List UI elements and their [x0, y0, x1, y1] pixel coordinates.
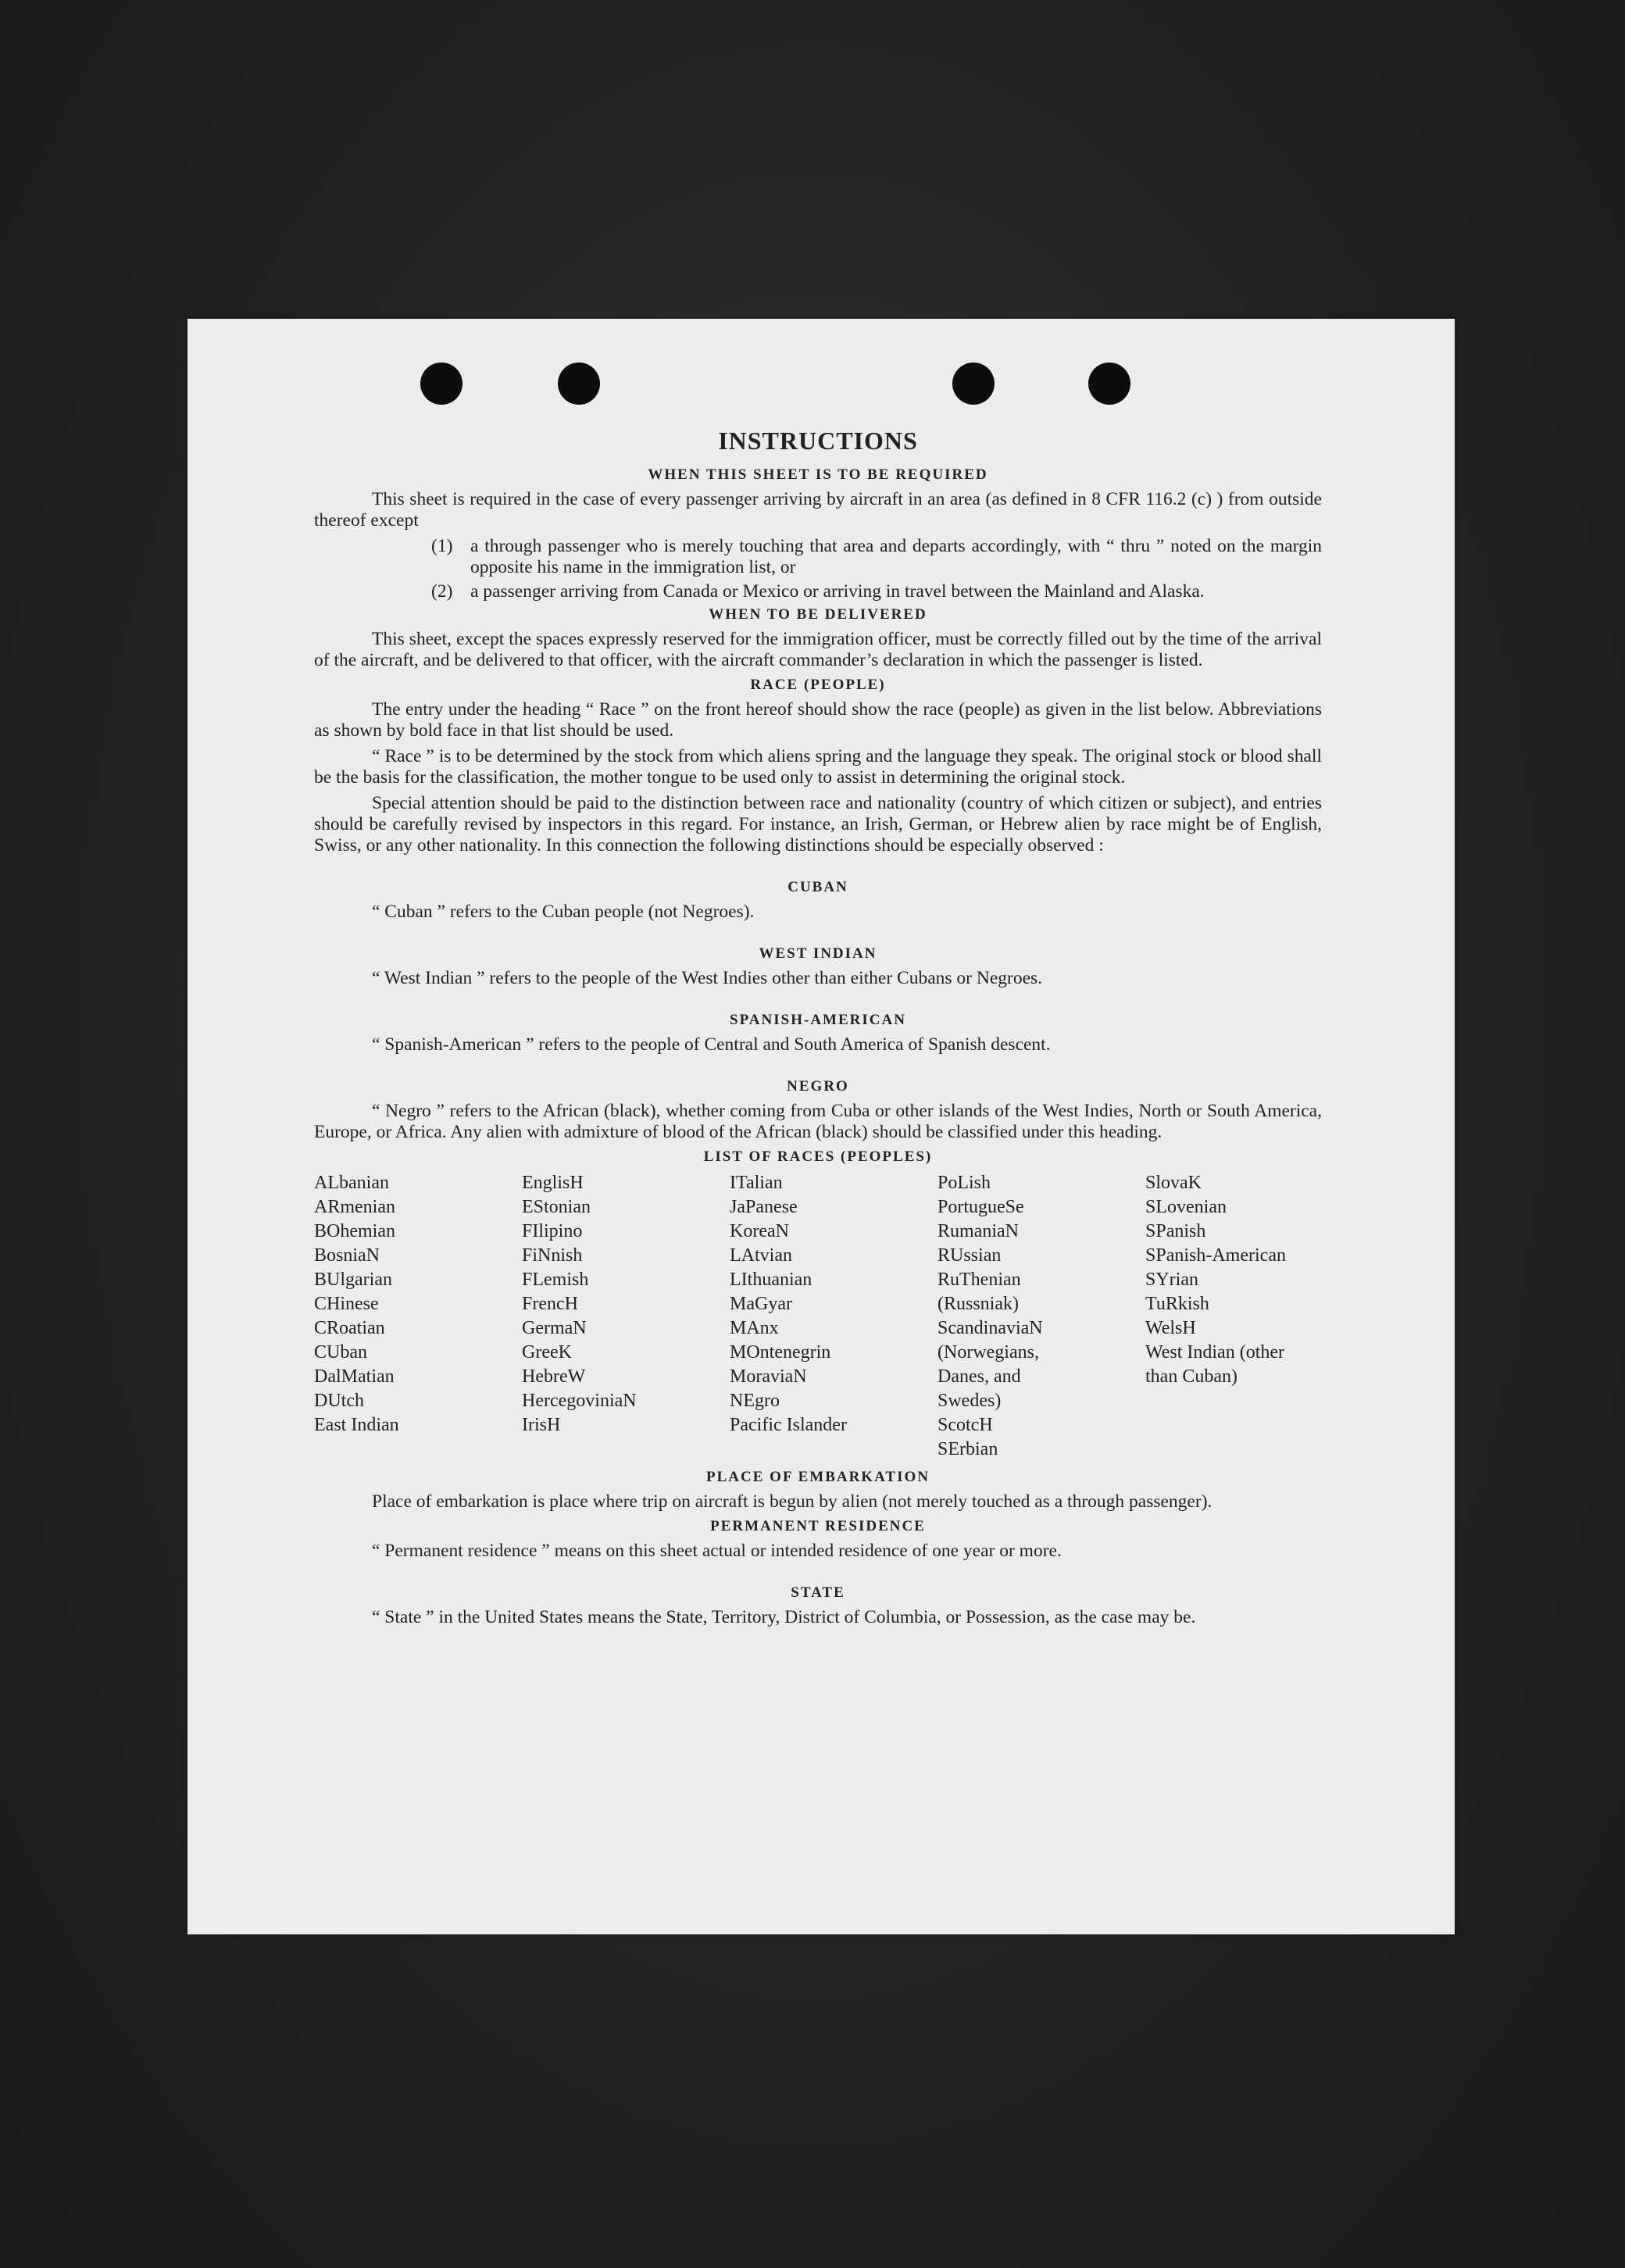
exception-item: [431, 581, 1322, 602]
race-entry: RUssian: [938, 1245, 1002, 1266]
when-required-intro: This sheet is required in the case of every passenger arriving by aircraft in an area (as defined in 8 CFR 116.2 (c) ) from outside thereof except: [314, 489, 1322, 530]
race-entry: PortugueSe: [938, 1197, 1024, 1217]
race-entry: DUtch: [314, 1391, 364, 1411]
race-entry: DalMatian: [314, 1366, 395, 1387]
race-column: [730, 1171, 938, 1462]
race-entry: HebreW: [522, 1366, 586, 1387]
race-entry: MoraviaN: [730, 1366, 807, 1387]
race-entry: SLovenian: [1145, 1197, 1227, 1217]
heading-place-of-embarkation: PLACE OF EMBARKATION: [706, 1469, 930, 1485]
exception-item: [431, 536, 1322, 578]
heading-when-delivered: WHEN TO BE DELIVERED: [709, 606, 927, 623]
race-entry: FrencH: [522, 1294, 578, 1314]
race-entry: JaPanese: [730, 1197, 798, 1217]
race-entry: East Indian: [314, 1415, 399, 1435]
race-entry: IrisH: [522, 1415, 561, 1435]
race-entry: EStonian: [522, 1197, 591, 1217]
item-number: (2): [431, 581, 453, 602]
race-entry: TuRkish: [1145, 1294, 1209, 1314]
cuban-text: “ Cuban ” refers to the Cuban people (not Negroes).: [372, 902, 755, 922]
race-entry: BOhemian: [314, 1221, 395, 1241]
race-entry: ScotcH: [938, 1415, 993, 1435]
race-entry: KoreaN: [730, 1221, 789, 1241]
race-entry: FiNnish: [522, 1245, 583, 1266]
race-entry: CUban: [314, 1342, 367, 1363]
race-entry: SPanish-American: [1145, 1245, 1286, 1266]
heading-cuban: CUBAN: [788, 879, 848, 895]
race-entry: LIthuanian: [730, 1270, 812, 1290]
punch-hole: [420, 363, 462, 405]
race-entry: SlovaK: [1145, 1173, 1202, 1193]
item-number: (1): [431, 536, 453, 556]
race-entry: MAnx: [730, 1318, 779, 1338]
race-column: [314, 1171, 522, 1462]
race-list: [314, 1171, 1322, 1462]
race-paragraph: The entry under the heading “ Race ” on the front hereof should show the race (people) as given in the list below. Abbreviations as shown by bold face in that list should be used.: [314, 699, 1322, 741]
heading-list-of-races: LIST OF RACES (PEOPLES): [703, 1148, 933, 1165]
heading-spanish-american: SPANISH-AMERICAN: [730, 1012, 906, 1028]
race-entry: HercegoviniaN: [522, 1391, 637, 1411]
race-entry: CHinese: [314, 1294, 379, 1314]
race-paragraph: Special attention should be paid to the distinction between race and nationality (country of which citizen or subject), and entries should be carefully revised by inspectors in this regard. For instance, an Irish, German, or Hebrew alien by race might be of English, Swiss, or any other nationality. In this connection the following distinctions should be especially observed :: [314, 793, 1322, 855]
heading-state: STATE: [791, 1584, 845, 1601]
race-entry: ARmenian: [314, 1197, 395, 1217]
race-entry: PoLish: [938, 1173, 991, 1193]
race-entry: SErbian: [938, 1439, 998, 1459]
race-entry: ScandinaviaN (Norwegians, Danes, and Swedes): [938, 1318, 1043, 1411]
race-entry: MOntenegrin: [730, 1342, 831, 1363]
race-entry: EnglisH: [522, 1173, 584, 1193]
west-indian-text: “ West Indian ” refers to the people of the West Indies other than either Cubans or Negroes.: [372, 968, 1043, 988]
race-entry: RuThenian (Russniak): [938, 1270, 1021, 1314]
when-delivered-text: This sheet, except the spaces expressly reserved for the immigration officer, must be correctly filled out by the time of the arrival of the aircraft, and be delivered to that officer, with the aircraft commander’s declaration in which the passenger is listed.: [314, 629, 1322, 670]
heading-west-indian: WEST INDIAN: [759, 945, 877, 962]
race-column: [522, 1171, 730, 1462]
heading-when-required: WHEN THIS SHEET IS TO BE REQUIRED: [648, 466, 988, 483]
heading-race: RACE (PEOPLE): [750, 677, 886, 693]
place-of-embarkation-text: Place of embarkation is place where trip on aircraft is begun by alien (not merely touched as a through passenger).: [372, 1491, 1212, 1512]
race-entry: BUlgarian: [314, 1270, 392, 1290]
race-entry: RumaniaN: [938, 1221, 1019, 1241]
punch-hole: [952, 363, 995, 405]
race-entry: West Indian (other than Cuban): [1145, 1342, 1285, 1387]
punch-hole: [1088, 363, 1130, 405]
spanish-american-text: “ Spanish-American ” refers to the people of Central and South America of Spanish descent.: [372, 1034, 1051, 1055]
sheet-content: [314, 427, 1322, 1633]
race-entry: CRoatian: [314, 1318, 385, 1338]
race-paragraph: “ Race ” is to be determined by the stock from which aliens spring and the language they speak. The original stock or blood shall be the basis for the classification, the mother tongue to be used only to assist in determining the original stock.: [314, 746, 1322, 788]
race-entry: SPanish: [1145, 1221, 1206, 1241]
race-entry: Pacific Islander: [730, 1415, 847, 1435]
race-column: [1145, 1171, 1353, 1462]
instruction-sheet: [188, 319, 1455, 1934]
page-title: INSTRUCTIONS: [718, 427, 918, 455]
race-entry: GreeK: [522, 1342, 572, 1363]
heading-negro: NEGRO: [787, 1078, 849, 1095]
race-entry: SYrian: [1145, 1270, 1198, 1290]
race-entry: WelsH: [1145, 1318, 1196, 1338]
permanent-residence-text: “ Permanent residence ” means on this sheet actual or intended residence of one year or more.: [372, 1541, 1062, 1561]
item-text: a through passenger who is merely touching that area and departs accordingly, with “ thru ” noted on the margin opposite his name in the immigration list, or: [470, 536, 1322, 577]
race-entry: BosniaN: [314, 1245, 380, 1266]
race-entry: LAtvian: [730, 1245, 792, 1266]
race-entry: ALbanian: [314, 1173, 389, 1193]
item-text: a passenger arriving from Canada or Mexico or arriving in travel between the Mainland and Alaska.: [470, 581, 1205, 602]
race-entry: ITalian: [730, 1173, 783, 1193]
punch-hole: [558, 363, 600, 405]
race-entry: MaGyar: [730, 1294, 792, 1314]
state-text: “ State ” in the United States means the State, Territory, District of Columbia, or Possession, as the case may be.: [372, 1607, 1196, 1627]
race-entry: GermaN: [522, 1318, 587, 1338]
race-entry: FLemish: [522, 1270, 589, 1290]
heading-permanent-residence: PERMANENT RESIDENCE: [710, 1518, 926, 1534]
race-column: [938, 1171, 1145, 1462]
race-entry: FIlipino: [522, 1221, 583, 1241]
negro-text: “ Negro ” refers to the African (black), whether coming from Cuba or other islands of the West Indies, North or South America, Europe, or Africa. Any alien with admixture of blood of the African (black) should be classified under this heading.: [314, 1101, 1322, 1142]
race-entry: NEgro: [730, 1391, 780, 1411]
